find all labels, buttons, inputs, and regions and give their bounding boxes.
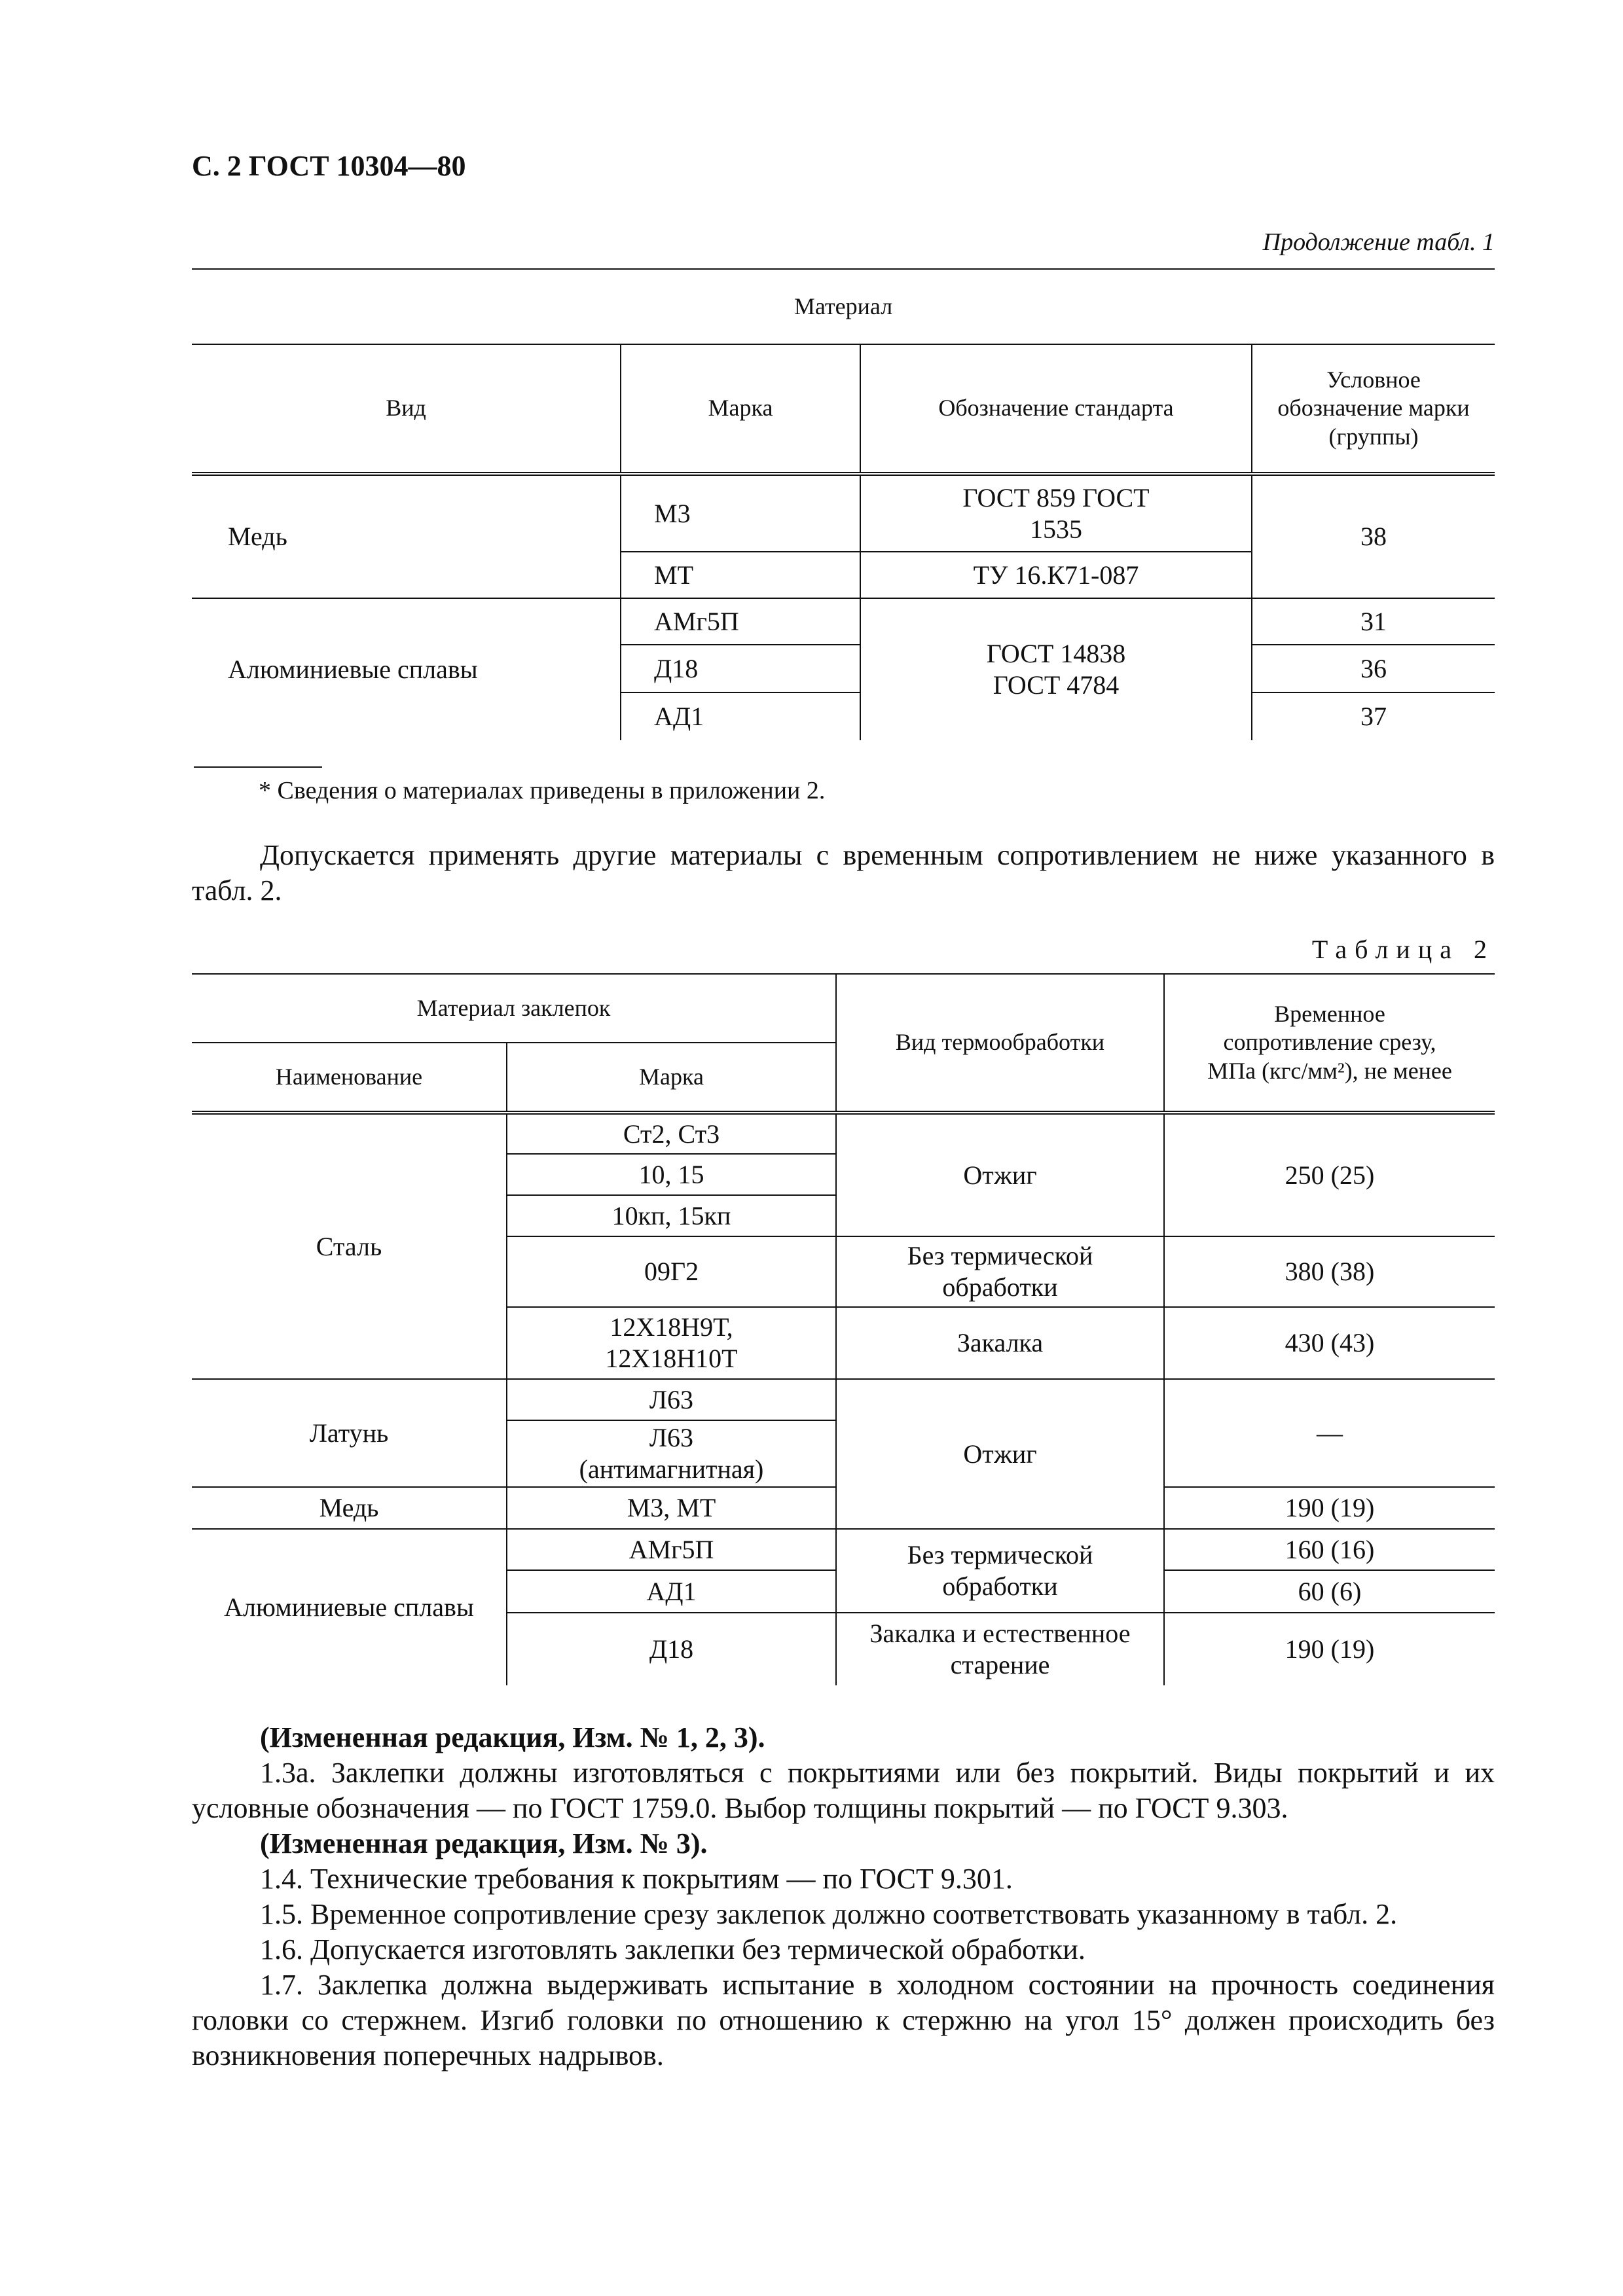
table2-cell-value: 60 (6) xyxy=(1164,1570,1495,1613)
table1-col-marka: Марка xyxy=(621,344,860,474)
table1-cell-standard: ГОСТ 14838 ГОСТ 4784 xyxy=(860,598,1252,740)
table2-cell-value: — xyxy=(1164,1379,1495,1487)
table2-cell-value: 190 (19) xyxy=(1164,1487,1495,1529)
table2-cell-heat: Закалка xyxy=(836,1307,1164,1379)
clause-1-4: 1.4. Технические требования к покрытиям — по ГОСТ 9.301. xyxy=(260,1863,1013,1895)
table2-cell-name: Латунь xyxy=(192,1379,507,1487)
table-2 xyxy=(192,973,1495,1685)
table1-col-code: Условное обозначение марки (группы) xyxy=(1252,344,1495,474)
edit-note: (Измененная редакция, Изм. № 3). xyxy=(260,1827,708,1859)
table2-cell-marka: 10кп, 15кп xyxy=(507,1195,836,1236)
table2-cell-heat: Закалка и естественное старение xyxy=(836,1613,1164,1685)
table2-cell-name: Сталь xyxy=(192,1113,507,1379)
table2-cell-value: 190 (19) xyxy=(1285,1634,1375,1664)
table1-cell-standard: ГОСТ 859 ГОСТ 1535 xyxy=(860,474,1252,552)
table2-cell-marka: Л63 (антимагнитная) xyxy=(507,1420,836,1487)
table1-cell-code: 31 xyxy=(1252,598,1495,645)
table2-cell-value: 380 (38) xyxy=(1164,1236,1495,1307)
table1-cell-vid: Медь xyxy=(192,474,621,598)
table2-cell-marka: Д18 xyxy=(507,1613,836,1685)
footnote-rule xyxy=(194,766,322,768)
page-header: С. 2 ГОСТ 10304—80 xyxy=(192,150,466,182)
table1-cell-code: 37 xyxy=(1360,702,1387,731)
table1-cell-code: 36 xyxy=(1252,645,1495,692)
table2-cell-value: 250 (25) xyxy=(1164,1113,1495,1236)
table2-strength-header: Временное сопротивление срезу, МПа (кгс/мм²), не менее xyxy=(1164,974,1495,1113)
paragraph xyxy=(192,838,1495,908)
table2-heat-header: Вид термообработки xyxy=(836,974,1164,1113)
table2-cell-marka: 09Г2 xyxy=(507,1236,836,1307)
table1-cell-marka: Д18 xyxy=(621,645,860,692)
table2-cell-marka: 10, 15 xyxy=(507,1154,836,1195)
table1-cell-standard: ТУ 16.К71-087 xyxy=(860,552,1252,598)
table2-cell-marka: АД1 xyxy=(507,1570,836,1613)
table2-cell-marka: Ст2, Ст3 xyxy=(507,1113,836,1154)
footnote: * Сведения о материалах приведены в приложении 2. xyxy=(259,777,826,804)
table1-cell-marka: АМг5П xyxy=(621,598,860,645)
table1-cell-marka: МТ xyxy=(621,552,860,598)
table2-cell-marka: АМг5П xyxy=(507,1529,836,1570)
table2-cell-heat: Отжиг xyxy=(836,1113,1164,1236)
table-continuation-label: Продолжение табл. 1 xyxy=(1262,228,1495,256)
table2-material-header: Материал заклепок xyxy=(192,974,836,1043)
table1-cell-marka: М3 xyxy=(621,474,860,552)
clause-1-6: 1.6. Допускается изготовлять заклепки без термической обработки. xyxy=(260,1933,1085,1965)
table2-cell-name: Алюминиевые сплавы xyxy=(192,1529,507,1685)
table2-cell-marka: 12Х18Н9Т, 12Х18Н10Т xyxy=(507,1307,836,1379)
table1-cell-code: 38 xyxy=(1252,474,1495,598)
table1-cell-vid: Алюминиевые сплавы xyxy=(192,598,621,740)
edit-note: (Измененная редакция, Изм. № 1, 2, 3). xyxy=(260,1721,765,1753)
clause-1-3a: 1.3а. Заклепки должны изготовляться с покрытиями или без покрытий. Виды покрытий и их условные обозначения — по ГОСТ 1759.0. Выбор толщины покрытий — по ГОСТ 9.303. xyxy=(192,1757,1495,1824)
table1-col-standard: Обозначение стандарта xyxy=(860,344,1252,474)
table2-marka-header: Марка xyxy=(507,1043,836,1113)
clause-1-5: 1.5. Временное сопротивление срезу заклепок должно соответствовать указанному в табл. 2. xyxy=(260,1898,1398,1930)
table2-cell-value: 160 (16) xyxy=(1164,1529,1495,1570)
table2-label: Таблица 2 xyxy=(1311,935,1495,964)
table-1 xyxy=(192,268,1495,740)
table1-group-header: Материал xyxy=(192,269,1495,344)
table2-cell-name: Медь xyxy=(192,1487,507,1529)
body-text xyxy=(192,1720,1495,2073)
table2-cell-heat: Отжиг xyxy=(836,1379,1164,1529)
table1-col-vid: Вид xyxy=(192,344,621,474)
table2-cell-marka: Л63 xyxy=(507,1379,836,1420)
clause-1-7: 1.7. Заклепка должна выдерживать испытание в холодном состоянии на прочность соединения головки со стержнем. Изгиб головки по отношению к стержню на угол 15° должен происходить без возникновения поперечных надрывов. xyxy=(192,1969,1495,2072)
table2-cell-marka: М3, МТ xyxy=(507,1487,836,1529)
table2-cell-heat: Без термической обработки xyxy=(836,1236,1164,1307)
table1-cell-marka: АД1 xyxy=(621,692,860,740)
table2-name-header: Наименование xyxy=(192,1043,507,1113)
table2-cell-heat: Без термической обработки xyxy=(836,1529,1164,1613)
table2-cell-value: 430 (43) xyxy=(1164,1307,1495,1379)
paragraph-text: Допускается применять другие материалы с временным сопротивлением не ниже указанного в табл. 2. xyxy=(192,839,1495,906)
